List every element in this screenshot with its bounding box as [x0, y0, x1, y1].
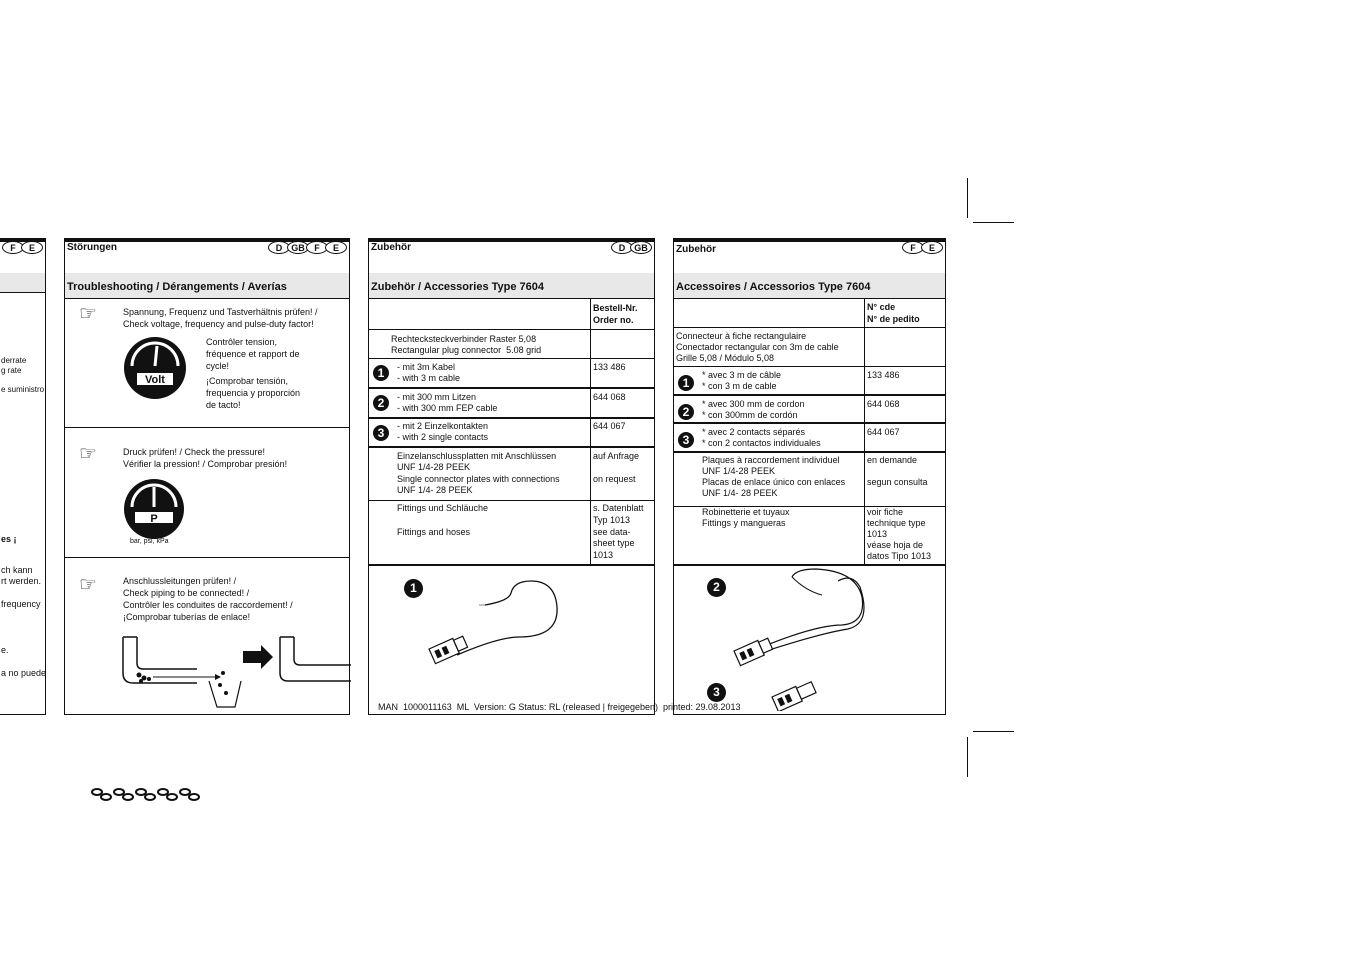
image-number-badge: 3 [707, 683, 726, 702]
item-number-badge: 3 [373, 425, 389, 441]
column-divider [864, 424, 865, 451]
document-footer: MAN 1000011163 ML Version: G Status: RL (released | freigegeben) printed: 29.08.2013 [378, 702, 741, 712]
column-divider [864, 328, 865, 366]
check-voltage-es-2: frequencia y proporción [206, 388, 301, 398]
row-desc: Single connector plates with connections [397, 474, 560, 484]
row-desc: Placas de enlace único con enlaces [702, 477, 846, 487]
badge: F [306, 241, 328, 254]
row-desc: * con 2 contactos individuales [702, 438, 821, 448]
row-desc: Rectangular plug connector 5.08 grid [391, 345, 542, 355]
order-number: on request [593, 474, 636, 484]
panel-title: Zubehör [371, 242, 411, 253]
pointing-hand-icon: ☞ [79, 443, 97, 465]
order-number: en demande [867, 455, 918, 465]
row-desc: - with 2 single contacts [397, 432, 489, 442]
row-desc: Rechtecksteckverbinder Raster 5,08 [391, 334, 537, 344]
order-number: sheet type [593, 538, 635, 548]
pressure-units: bar, psi, kPa [130, 538, 169, 545]
language-badges [905, 241, 943, 254]
column-divider [864, 299, 865, 327]
order-number: s. Datenblatt [593, 503, 644, 513]
partial-panel-left [0, 238, 46, 715]
order-number: see data- [593, 527, 631, 537]
column-divider [590, 501, 591, 564]
table-row [369, 389, 654, 419]
panel-subtitle: Accessoires / Accessorios Type 7604 [674, 273, 945, 299]
column-divider [864, 367, 865, 394]
order-header-en: Order no. [593, 315, 634, 325]
row-desc: Fittings y mangueras [702, 518, 786, 528]
badge: E [921, 241, 943, 254]
text-fragment: e suministro [1, 385, 45, 394]
table-row [674, 328, 945, 367]
row-desc: Fittings and hoses [397, 527, 471, 537]
gauge-label: Volt [145, 374, 165, 386]
check-voltage-es-3: de tacto! [206, 400, 241, 410]
check-voltage-fr-3: cycle! [206, 361, 230, 371]
connector-strands-illustration [726, 567, 876, 677]
section-divider [65, 427, 349, 428]
row-desc: Einzelanschlussplatten mit Anschlüssen [397, 451, 557, 461]
order-header-es: N° de pedito [867, 314, 920, 324]
accessories-panel-fr-es [673, 238, 946, 715]
row-desc: UNF 1/4-28 PEEK [397, 462, 471, 472]
language-badges [5, 241, 43, 254]
badge: D [611, 241, 633, 254]
order-number: voir fiche [867, 507, 904, 517]
order-number: 133 486 [593, 362, 626, 372]
item-number-badge: 3 [678, 432, 694, 448]
order-number: segun consulta [867, 477, 928, 487]
row-desc: - with 3 m cable [397, 373, 461, 383]
text-fragment: rt werden. [1, 576, 42, 586]
panel-topbar [369, 239, 654, 242]
image-number-badge: 2 [707, 578, 726, 597]
accessories-panel-de-en [368, 238, 655, 715]
check-piping-de: Anschlussleitungen prüfen! / [123, 576, 237, 586]
panel-subtitle: Zubehör / Accessories Type 7604 [369, 273, 654, 299]
column-divider [864, 396, 865, 422]
column-divider [590, 448, 591, 500]
row-desc: UNF 1/4- 28 PEEK [702, 488, 778, 498]
pointing-hand-icon: ☞ [79, 303, 97, 325]
table-row [674, 453, 945, 507]
row-desc: Conectador rectangular con 3m de cable [676, 342, 839, 352]
badge: E [21, 241, 43, 254]
check-voltage-es-1: ¡Comprobar tensión, [206, 376, 289, 386]
table-bottom-rule [369, 564, 654, 566]
text-fragment: frequency [1, 599, 41, 609]
column-divider [864, 453, 865, 506]
badge: F [902, 241, 924, 254]
column-divider [590, 359, 591, 387]
order-number: 644 067 [867, 427, 900, 437]
piping-illustration [117, 633, 351, 713]
table-header-row [369, 299, 654, 330]
text-fragment: e. [1, 645, 9, 655]
panel-subtitle-band [0, 273, 45, 293]
panel-subtitle: Troubleshooting / Dérangements / Averías [65, 273, 349, 299]
order-number: technique type [867, 518, 926, 528]
table-row [674, 424, 945, 453]
row-desc: - mit 2 Einzelkontakten [397, 421, 489, 431]
check-piping-en: Check piping to be connected! / [123, 588, 250, 598]
text-fragment: a no puede [1, 668, 47, 678]
order-number: véase hoja de [867, 540, 924, 550]
panel-title: Störungen [67, 242, 117, 253]
order-number: 644 067 [593, 421, 626, 431]
check-voltage-de: Spannung, Frequenz und Tastverhältnis prüfen! / [123, 307, 318, 317]
check-pressure-de-en: Druck prüfen! / Check the pressure! [123, 447, 266, 457]
row-desc: * avec 3 m de câble [702, 370, 782, 380]
order-number: auf Anfrage [593, 451, 640, 461]
connector-cable-illustration [419, 577, 569, 677]
text-fragment: ch kann [1, 565, 33, 575]
section-divider [65, 557, 349, 558]
order-header-fr: N° cde [867, 302, 896, 312]
row-desc: UNF 1/4-28 PEEK [702, 466, 776, 476]
row-desc: * avec 2 contacts séparés [702, 427, 806, 437]
order-number: 644 068 [867, 399, 900, 409]
panel-title: Zubehör [676, 244, 716, 255]
language-badges [614, 241, 652, 254]
column-divider [590, 299, 591, 329]
item-number-badge: 2 [678, 404, 694, 420]
text-fragment: derrate [1, 356, 27, 365]
row-desc: UNF 1/4- 28 PEEK [397, 485, 473, 495]
voltage-gauge-icon [123, 336, 187, 400]
column-divider [590, 419, 591, 446]
check-piping-fr: Contrôler les conduites de raccordement! / [123, 600, 293, 610]
column-divider [864, 507, 865, 564]
language-badges [271, 241, 347, 254]
badge: E [325, 241, 347, 254]
row-desc: Grille 5,08 / Módulo 5,08 [676, 353, 775, 363]
crop-mark [973, 222, 1014, 223]
row-desc: Plaques à raccordement individuel [702, 455, 840, 465]
row-desc: - with 300 mm FEP cable [397, 403, 498, 413]
check-voltage-en: Check voltage, frequency and pulse-duty factor! [123, 319, 314, 329]
row-desc: - mit 3m Kabel [397, 362, 456, 372]
table-row [369, 448, 654, 501]
order-header-de: Bestell-Nr. [593, 303, 638, 313]
table-row [369, 359, 654, 389]
row-desc: Connecteur à fiche rectangulaire [676, 331, 807, 341]
item-number-badge: 1 [373, 365, 389, 381]
order-number: 133 486 [867, 370, 900, 380]
pointing-hand-icon: ☞ [79, 574, 97, 596]
crop-mark [973, 731, 1014, 732]
text-fragment: es ¡ [1, 534, 17, 544]
row-desc: - mit 300 mm Litzen [397, 392, 477, 402]
table-row [674, 367, 945, 396]
badge: GB [630, 241, 652, 254]
order-number: 644 068 [593, 392, 626, 402]
crop-mark [967, 737, 968, 777]
item-number-badge: 1 [678, 375, 694, 391]
row-desc: * avec 300 mm de cordon [702, 399, 805, 409]
check-voltage-fr-2: fréquence et rapport de [206, 349, 300, 359]
table-row [369, 419, 654, 448]
badge: GB [287, 241, 309, 254]
connector-contacts-illustration [768, 675, 828, 711]
badge: D [268, 241, 290, 254]
order-number: 1013 [867, 529, 888, 539]
troubleshooting-panel [64, 238, 350, 715]
decorative-chain-icon [90, 786, 205, 804]
table-header-row [674, 299, 945, 328]
row-desc: Fittings und Schläuche [397, 503, 489, 513]
text-fragment: g rate [1, 366, 22, 375]
pressure-gauge-icon [123, 478, 185, 540]
column-divider [590, 330, 591, 358]
crop-mark [967, 178, 968, 218]
badge: F [2, 241, 24, 254]
gauge-label: P [150, 513, 158, 525]
row-desc: * con 300mm de cordón [702, 410, 798, 420]
check-piping-es: ¡Comprobar tuberías de enlace! [123, 612, 251, 622]
order-number: 1013 [593, 550, 614, 560]
table-row [674, 507, 945, 566]
order-number: Typ 1013 [593, 515, 631, 525]
image-number-badge: 1 [404, 579, 423, 598]
item-number-badge: 2 [373, 395, 389, 411]
column-divider [590, 389, 591, 417]
order-number: datos Tipo 1013 [867, 551, 932, 561]
table-row [674, 396, 945, 424]
table-row [369, 330, 654, 359]
row-desc: * con 3 m de cable [702, 381, 777, 391]
table-row [369, 501, 654, 565]
row-desc: Robinetterie et tuyaux [702, 507, 790, 517]
check-voltage-fr-1: Contrôler tension, [206, 337, 278, 347]
check-pressure-fr-es: Vérifier la pression! / Comprobar presión! [123, 459, 288, 469]
